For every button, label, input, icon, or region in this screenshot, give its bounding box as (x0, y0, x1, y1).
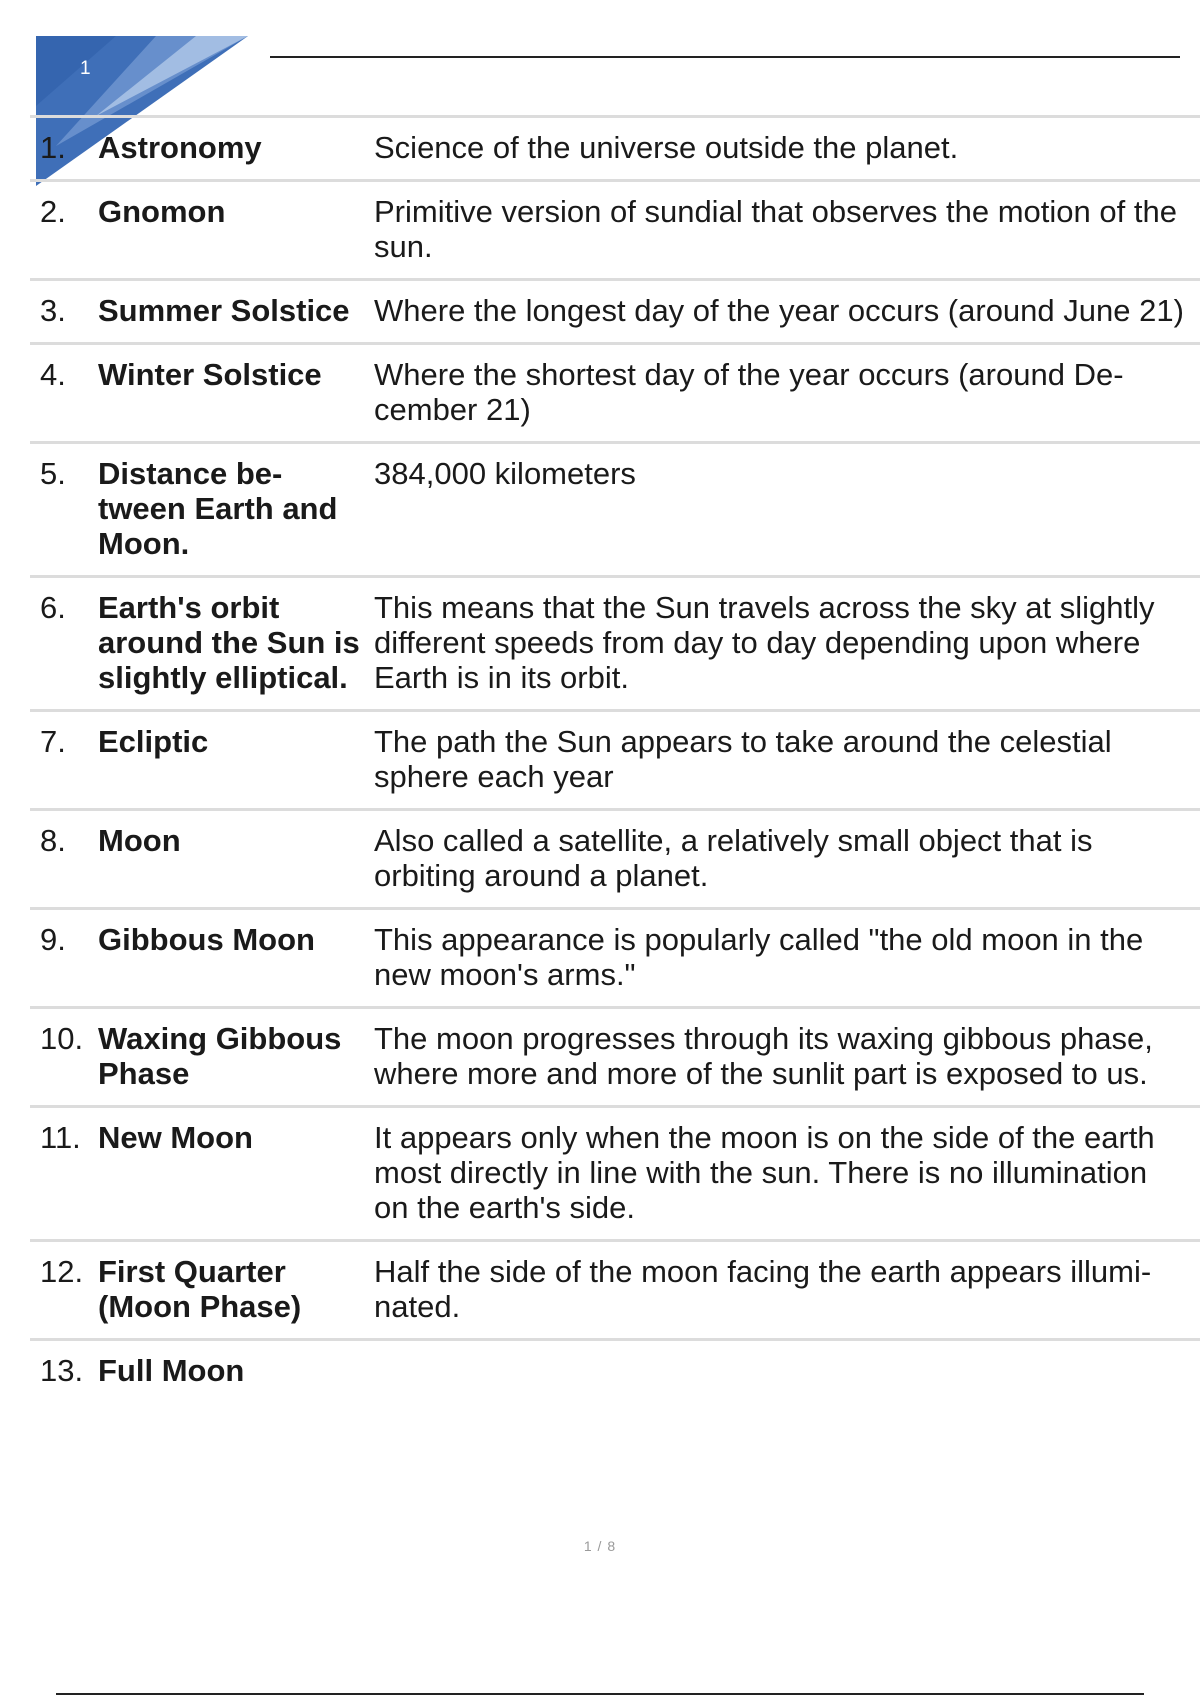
definition: Where the longest day of the year occurs (around June 21) (374, 293, 1184, 328)
definition: Also called a satellite, a relatively small object that is orbiting around a planet. (374, 823, 1093, 893)
table-row (30, 117, 1200, 181)
page-number: 1 (80, 58, 91, 79)
table-row (30, 280, 1200, 344)
definition: It appears only when the moon is on the side of the earth most directly in line with the sun. There is no illumination on the earth's side. (374, 1120, 1155, 1225)
table-row (30, 344, 1200, 443)
row-number: 12. (40, 1254, 84, 1289)
glossary-table (30, 115, 1200, 1402)
row-number: 7. (40, 724, 66, 759)
definition: This means that the Sun travels across the sky at slightly different speeds from day to day depending upon where Earth is in its orbit. (374, 590, 1155, 695)
table-row (30, 577, 1200, 711)
row-number: 3. (40, 293, 66, 328)
footer-rule (56, 1693, 1144, 1695)
term: Waxing Gibbous Phase (98, 1021, 342, 1091)
table-row (30, 909, 1200, 1008)
table-row (30, 1008, 1200, 1107)
table-row (30, 443, 1200, 577)
definition: Science of the universe outside the planet. (374, 130, 959, 165)
table-row (30, 1107, 1200, 1241)
term: Gnomon (98, 194, 226, 229)
row-number: 1. (40, 130, 66, 165)
term: Winter Solstice (98, 357, 322, 392)
row-number: 4. (40, 357, 66, 392)
table-row (30, 181, 1200, 280)
row-number: 10. (40, 1021, 84, 1056)
term: First Quarter (Moon Phase) (98, 1254, 302, 1324)
term: Astronomy (98, 130, 262, 165)
definition: The path the Sun appears to take around the celestial sphere each year (374, 724, 1112, 794)
definition: Where the shortest day of the year occurs (around De- cember 21) (374, 357, 1124, 427)
definition: Half the side of the moon facing the earth appears illumi- nated. (374, 1254, 1152, 1324)
term: New Moon (98, 1120, 253, 1155)
definition: The moon progresses through its waxing gibbous phase, where more and more of the sunlit part is exposed to us. (374, 1021, 1153, 1091)
term: Earth's orbit around the Sun is slightly elliptical. (98, 590, 360, 695)
page-indicator: 1 / 8 (583, 1538, 617, 1554)
term: Ecliptic (98, 724, 209, 759)
row-number: 6. (40, 590, 66, 625)
row-number: 13. (40, 1353, 84, 1388)
definition (374, 1340, 1200, 1403)
header-rule (270, 56, 1180, 58)
term: Distance be- tween Earth and Moon. (98, 456, 338, 561)
definition: This appearance is popularly called "the old moon in the new moon's arms." (374, 922, 1144, 992)
row-number: 9. (40, 922, 66, 957)
table-row (30, 810, 1200, 909)
term: Full Moon (98, 1353, 245, 1388)
term: Gibbous Moon (98, 922, 315, 957)
row-number: 2. (40, 194, 66, 229)
term: Summer Solstice (98, 293, 350, 328)
table-row (30, 1340, 1200, 1403)
row-number: 5. (40, 456, 66, 491)
definition: 384,000 kilometers (374, 456, 636, 491)
row-number: 11. (40, 1120, 81, 1155)
table-row (30, 711, 1200, 810)
row-number: 8. (40, 823, 66, 858)
definition: Primitive version of sundial that observes the motion of the sun. (374, 194, 1177, 264)
term: Moon (98, 823, 181, 858)
table-row (30, 1241, 1200, 1340)
